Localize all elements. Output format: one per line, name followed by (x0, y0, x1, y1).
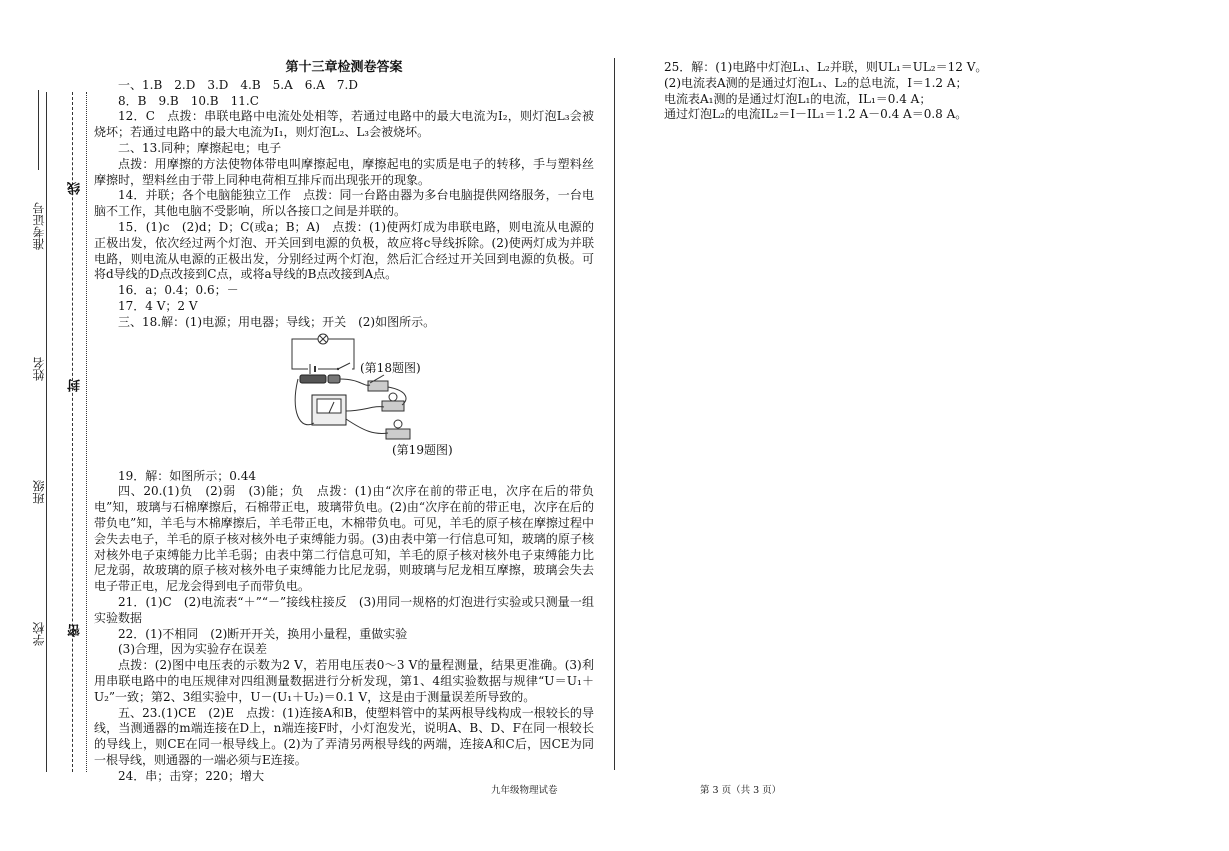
answer-line: (2)电流表A测的是通过灯泡L₁、L₂的总电流，I＝1.2 A； (664, 75, 968, 90)
answer-line: 14．并联；各个电脑能独立工作 点拨：同一台路由器为多台电脑提供网络服务，一台电脑不工作，其他电脑不受影响，所以各接口之间是并联的。 (94, 188, 594, 219)
class-label: 班级 (32, 480, 46, 504)
binding-line-dotted (86, 92, 87, 772)
school-label: 学校 (32, 622, 46, 646)
seal-xian: 线 (68, 180, 83, 195)
left-column (94, 60, 594, 784)
name-label: 姓名 (32, 357, 46, 381)
answer-line: 二、13.同种；摩擦起电；电子 (118, 140, 282, 155)
answer-line: 22．(1)不相同 (2)断开开关，换用小量程，重做实验 (118, 626, 408, 641)
circuit-diagram-fig18 (288, 331, 360, 375)
answer-line: 五、23.(1)CE (2)E 点拨：(1)连接A和B，使塑料管中的某两根导线构成一根较长的导线，当测通器的m端连接在D上，n端连接F时，小灯泡发光，说明A、B、D、F在同一根较长的导线上，则CE在同一根导线上。(2)为了弄清另两根导线的两端，连接A和C后，因CE为同一根导线，则通器的一端必须与E连接。 (94, 705, 594, 767)
right-column (664, 60, 1124, 123)
binding-margin (28, 92, 98, 772)
seal-feng: 封 (68, 377, 83, 392)
binding-line-outer (46, 92, 47, 772)
fig18-caption: (第18题图) (360, 360, 421, 375)
footer-page-number: 第 3 页（共 3 页） (700, 785, 782, 796)
exam-no-blank[interactable] (38, 90, 39, 170)
answer-line: 点拨：(2)图中电压表的示数为2 V，若用电压表0～3 V的量程测量，结果更准确。(3)利用串联电路中的电压规律对四组测量数据进行分析发现，第1、4组实验数据与规律“U＝U₁＋U₂”一致；第2、3组实验中，U－(U₁＋U₂)＝0.1 V，这是由于测量误差所导致的。 (94, 658, 594, 704)
answer-line: 17．4 V；2 V (118, 298, 198, 313)
answer-line: 一、1.B 2.D 3.D 4.B 5.A 6.A 7.D (118, 77, 358, 92)
figures-area (94, 331, 594, 469)
answer-line: 21．(1)C (2)电流表“＋”“－”接线柱接反 (3)用同一规格的灯泡进行实验或只测量一组实验数据 (94, 594, 594, 625)
answer-line: 8．B 9.B 10.B 11.C (118, 93, 259, 108)
answer-line: 15．(1)c (2)d；D；C(或a；B；A) 点拨：(1)使两灯成为串联电路，则电流从电源的正极出发，依次经过两个灯泡、开关回到电源的负极，故应将c导线拆除。(2)使两灯成为并联电路，则电流从电源的正极出发，分别经过两个灯泡，然后汇合经过开关回到电源的负极。可将d导线的D点改接到C点，或将a导线的B点改接到A点。 (94, 219, 594, 282)
answer-line: 19．解：如图所示；0.44 (118, 468, 256, 483)
page-title: 第十三章检测卷答案 (285, 60, 403, 75)
answer-line: 24．串；击穿；220；增大 (118, 768, 265, 783)
answer-line: (3)合理，因为实验存在误差 (118, 642, 267, 657)
answer-line: 25．解：(1)电路中灯泡L₁、L₂并联，则UL₁＝UL₂＝12 V。 (664, 60, 988, 74)
answer-line: 12．C 点拨：串联电路中电流处处相等，若通过电路中的最大电流为I₂，则灯泡L₃会被烧坏；若通过电路中的最大电流为I₁，则灯泡L₂、L₃会被烧坏。 (94, 109, 594, 140)
answer-line: 16．a；0.4；0.6；－ (118, 283, 239, 298)
circuit-photo-fig19 (290, 371, 420, 447)
answer-line: 三、18.解：(1)电源；用电器；导线；开关 (2)如图所示。 (118, 314, 436, 329)
answer-line: 电流表A₁测的是通过灯泡L₁的电流，IL₁＝0.4 A； (664, 91, 932, 106)
answer-line: 通过灯泡L₂的电流IL₂＝I－IL₁＝1.2 A－0.4 A＝0.8 A。 (664, 107, 968, 122)
seal-mi: 密 (68, 622, 83, 637)
answer-line: 四、20.(1)负 (2)弱 (3)能；负 点拨：(1)由“次序在前的带正电，次序在后的带负电”知，玻璃与石棉摩擦后，石棉带正电，玻璃带负电。(2)由“次序在前的带正电，次序在后的带负电”知，羊毛与木棉摩擦后，羊毛带正电，木棉带负电。可见，羊毛的原子核在摩擦过程中会失去电子，羊毛的原子核对核外电子束缚能力弱。(3)由表中第一行信息可知，玻璃的原子核对核外电子束缚能力比羊毛弱；由表中第二行信息可知，羊毛的原子核对核外电子束缚能力比尼龙弱，故玻璃的原子核对核外电子束缚能力比尼龙弱，则玻璃与尼龙相互摩擦，玻璃会失去电子带正电，尼龙会得到电子而带负电。 (94, 484, 594, 594)
column-divider (614, 58, 615, 770)
fig19-caption: (第19题图) (392, 442, 453, 457)
footer-subject: 九年级物理试卷 (491, 785, 558, 796)
exam-no-label: 准考证号 (32, 202, 46, 250)
answer-line: 点拨：用摩擦的方法使物体带电叫摩擦起电，摩擦起电的实质是电子的转移，手与塑料丝摩擦时，塑料丝由于带上同种电荷相互排斥而出现张开的现象。 (94, 156, 594, 187)
